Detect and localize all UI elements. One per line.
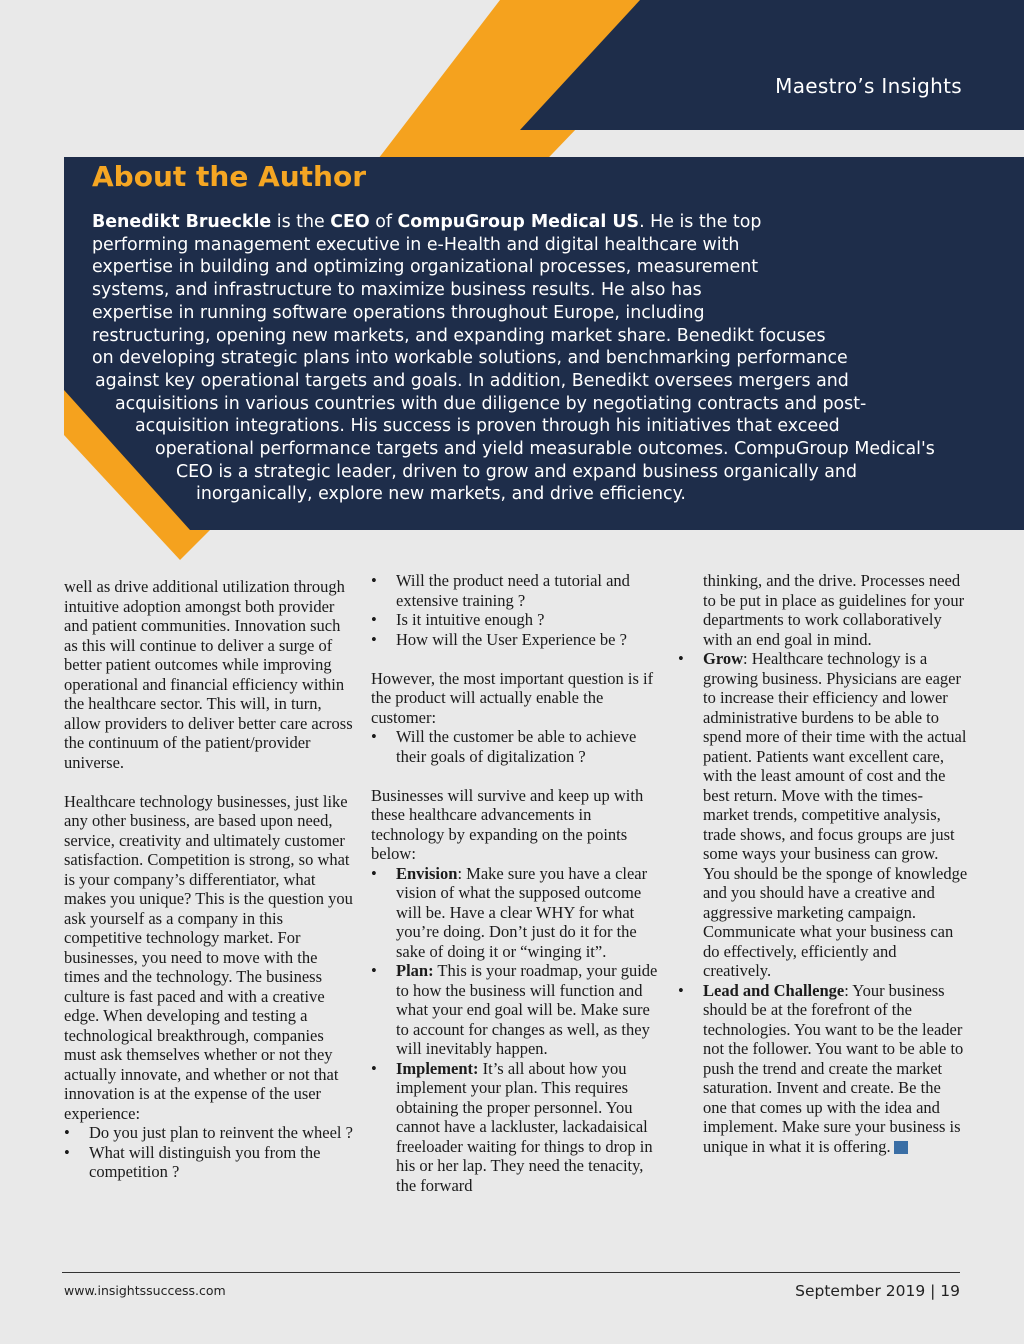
paragraph: Healthcare technology businesses, just like any other business, are based upon need, service, creativity and ultimately customer satisfaction. Competition is strong, so what is your company’s differentiator, what makes you unique? This is the question you ask yourself as a company in this competitive technology market. For businesses, you need to move with the times and the technology. The business culture is fast paced and with a creative edge. When developing and testing a technological breakthrough, companies must ask themselves whether or not they actually innovate, and whether or not that innovation is at the expense of the user experience: xyxy=(64,791,353,1123)
list-item-grow: • Grow: Healthcare technology is a growing business. Physicians are eager to increase their efficiency and lower administrative burdens to be able to spend more of their time with the actual patient. Patients want excellent care, with the least amount of cost and the best return. Move with the times- market trends, competitive analysis, trade shows, and focus groups are just some ways your business can grow. You should be the sponge of knowledge and you should have a creative and aggressive marketing campaign. Communicate what your business can do effectively, efficiently and creatively. xyxy=(678,649,968,981)
column-3 xyxy=(678,571,968,1156)
author-name: Benedikt Brueckle xyxy=(92,212,272,232)
paragraph: thinking, and the drive. Processes need to be put in place as guidelines for your departments to work collaboratively with an end goal in mind. xyxy=(703,571,965,649)
bullet-list xyxy=(64,1123,354,1182)
bullet-list xyxy=(678,649,968,1156)
company-name: CompuGroup Medical US xyxy=(397,212,640,232)
column-1 xyxy=(64,577,354,1182)
column-2 xyxy=(371,571,661,1195)
list-item: • What will distinguish you from the competition ? xyxy=(64,1143,354,1182)
bio-line: acquisition integrations. His success is proven through his initiatives that exceed xyxy=(135,416,840,437)
list-item: • Will the customer be able to achieve their goals of digitalization ? xyxy=(371,727,661,766)
paragraph: However, the most important question is if the product will actually enable the customer: xyxy=(371,668,654,727)
list-item-lead: • Lead and Challenge: Your business should be at the forefront of the technologies. You want to be the leader not the follower. You want to be able to push the trend and create the market saturation. Invent and create. Be the one that comes up with the idea and implement. Make sure your business is unique in what it is offering. xyxy=(678,981,968,1157)
about-author-heading: About the Author xyxy=(92,160,367,193)
bullet-list xyxy=(371,571,661,649)
list-item-implement: • Implement: It’s all about how you implement your plan. This requires obtaining the proper personnel. You cannot have a lackluster, lackadaisical freeloader waiting for things to drop in his or her lap. They need the tenacity, the forward xyxy=(371,1059,661,1196)
bio-line: systems, and infrastructure to maximize business results. He also has xyxy=(92,280,702,301)
footer-url: www.insightssuccess.com xyxy=(64,1283,226,1298)
list-item: • How will the User Experience be ? xyxy=(371,630,661,650)
paragraph: Businesses will survive and keep up with these healthcare advancements in technology by expanding on the points below: xyxy=(371,785,644,863)
section-label: Maestro’s Insights xyxy=(775,74,962,98)
bullet-list xyxy=(371,864,661,1196)
bio-line: expertise in building and optimizing organizational processes, measurement xyxy=(92,257,759,278)
end-mark-icon xyxy=(894,1141,908,1154)
bio-line: operational performance targets and yield measurable outcomes. CompuGroup Medical's xyxy=(155,439,935,460)
list-item-plan: • Plan: This is your roadmap, your guide to how the business will function and what your end goal will be. Make sure to account for changes as well, as they will inevitably happen. xyxy=(371,961,661,1059)
bio-line: performing management executive in e-Health and digital healthcare with xyxy=(92,234,740,255)
bio-line: expertise in running software operations throughout Europe, including xyxy=(92,302,705,323)
bio-line: CEO is a strategic leader, driven to grow and expand business organically and xyxy=(176,461,857,482)
list-item: • Is it intuitive enough ? xyxy=(371,610,661,630)
author-bio xyxy=(0,211,1024,506)
bio-line: acquisitions in various countries with due diligence by negotiating contracts and post- xyxy=(115,393,867,414)
list-item: • Will the product need a tutorial and extensive training ? xyxy=(371,571,661,610)
bio-line: inorganically, explore new markets, and drive efficiency. xyxy=(196,484,686,505)
bullet-list xyxy=(371,727,661,766)
list-item: • Do you just plan to reinvent the wheel ? xyxy=(64,1123,354,1143)
list-item-envision: • Envision: Make sure you have a clear vision of what the supposed outcome will be. Have a clear WHY for what you’re doing. Don’t just do it for the sake of doing it or “winging it”. xyxy=(371,864,661,962)
paragraph: well as drive additional utilization through intuitive adoption amongst both provider and patient communities. Innovation such as this will continue to deliver a surge of better patient outcomes while improving operational and financial efficiency within the healthcare sector. This will, in turn, allow providers to deliver better care across the continuum of the patient/provider universe. xyxy=(64,577,353,772)
footer-page-number: September 2019 | 19 xyxy=(795,1282,960,1300)
bio-line: on developing strategic plans into workable solutions, and benchmarking performance xyxy=(92,348,848,369)
bio-line: Benedikt Brueckle is the CEO of CompuGroup Medical US. He is the top xyxy=(92,212,762,232)
bio-line: against key operational targets and goals. In addition, Benedikt oversees mergers and xyxy=(95,370,849,391)
bio-line: restructuring, opening new markets, and expanding market share. Benedikt focuses xyxy=(92,325,826,346)
footer-divider xyxy=(62,1272,960,1273)
